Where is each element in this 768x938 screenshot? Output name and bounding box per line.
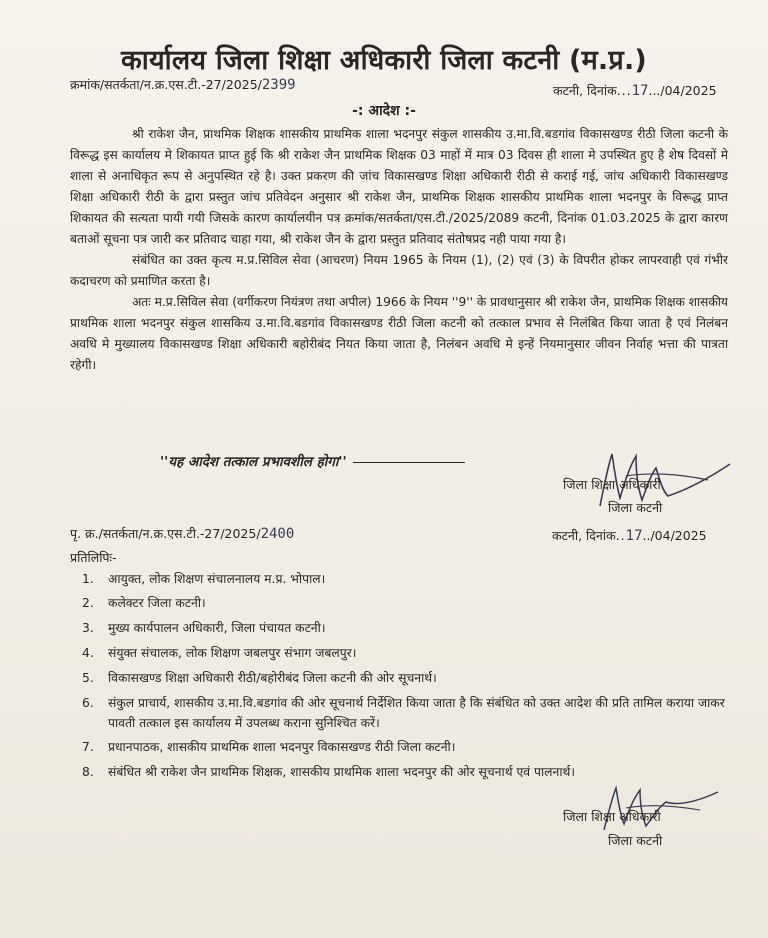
list-item [82,693,732,733]
list-item-text: संयुक्त संचालक, लोक शिक्षण जबलपुर संभाग जबलपुर। [108,646,357,660]
list-item [82,569,732,590]
list-item-text: संबंधित श्री राकेश जैन प्राथमिक शिक्षक, शासकीय प्राथमिक शाला भदनपुर की ओर सूचनार्थ एवं पालनार्थ। [108,765,576,779]
list-item [82,737,732,758]
date-suffix: /04/2025 [660,83,717,98]
endorsement-reference [70,525,294,542]
list-item-text: आयुक्त, लोक शिक्षण संचालनालय म.प्र. भोपाल। [108,572,326,586]
reference-handwritten-number: 2399 [261,77,296,93]
list-item-number: 8. [82,765,94,779]
list-item-number: 7. [82,740,94,754]
signature-1-district: जिला कटनी [608,500,663,515]
list-item [82,618,732,639]
reference-prefix: क्रमांक/सतर्कता/न.क्र.एस.टी.-27/2025/ [70,77,262,92]
list-item-text: प्रधानपाठक, शासकीय प्राथमिक शाला भदनपुर विकासखण्ड रीठी जिला कटनी। [108,740,456,754]
order-paragraph-3: अतः म.प्र.सिविल सेवा (वर्गीकरण नियंत्रण तथा अपील) 1966 के नियम ''9'' के प्रावधानुसार श्री राकेश जैन, प्राथमिक शिक्षक शासकीय प्राथमिक शाला भदनपुर संकुल शासकिय उ.मा.वि.बडगांव विकासखण्ड रीठी जिला कटनी को तत्काल प्रभाव से निलंबित किया जाता है एवं निलंबन अवधि मे मुख्यालय विकासखण्ड शिक्षा अधिकारी बहोरीबंद नियत किया जाता है, निलंबन अवधि मे इन्हें नियमानुसार जीवन निर्वाह भत्ता की पात्रता रहेगी। [70,295,728,372]
effective-text: ''यह आदेश तत्काल प्रभावशील होगा'' [160,454,347,470]
order-date: कटनी, दिनांक...17.../04/2025 [553,83,717,99]
list-item-number: 5. [82,671,94,685]
effective-immediately-line [160,452,465,470]
list-item-number: 4. [82,646,94,660]
endorsement-ref-prefix: पृ. क्र./सतर्कता/न.क्र.एस.टी.-27/2025/ [70,526,261,541]
list-item [82,643,732,664]
signature-2-designation: जिला शिक्षा अधिकारी [563,809,661,824]
copy-to-label: प्रतिलिपिः- [70,550,117,565]
list-item-number: 3. [82,621,94,635]
list-item [82,593,732,614]
order-heading: -: आदेश :- [352,103,416,119]
signature-1-designation: जिला शिक्षा अधिकारी [563,477,661,492]
copy-recipient-list [82,567,732,783]
list-item-text: विकासखण्ड शिक्षा अधिकारी रीठी/बहोरीबंद जिला कटनी की ओर सूचनार्थ। [108,671,437,685]
list-item-number: 1. [82,572,94,586]
list-item-number: 2. [82,596,94,610]
reference-number [70,76,296,93]
endorsement-date: कटनी, दिनांक..17../04/2025 [552,528,707,544]
list-item-text: मुख्य कार्यपालन अधिकारी, जिला पंचायत कटनी। [108,621,326,635]
underline-decoration [353,462,465,463]
list-item-number: 6. [82,696,94,710]
endorsement-date-suffix: /04/2025 [650,528,707,543]
date-handwritten-day: 17 [631,83,649,99]
endorsement-date-prefix: कटनी, दिनांक [552,528,616,543]
signature-2-district: जिला कटनी [608,833,663,848]
list-item [82,668,732,689]
office-title: कार्यालय जिला शिक्षा अधिकारी जिला कटनी (म.प्र.) [121,45,647,76]
list-item [82,762,732,783]
endorsement-handwritten-day: 17 [625,528,643,544]
list-item-text: संकुल प्राचार्य, शासकीय उ.मा.वि.बडगांव की ओर सूचनार्थ निर्देशित किया जाता है कि संबंधित को उक्त आदेश की प्रति तामिल कराया जाकर पावती तत्काल इस कार्यालय में उपलब्ध कराना सुनिश्चित करें। [108,696,725,730]
list-item-text: कलेक्टर जिला कटनी। [108,596,206,610]
order-body [70,124,728,376]
order-paragraph-2: संबंधित का उक्त कृत्य म.प्र.सिविल सेवा (आचरण) नियम 1965 के नियम (1), (2) एवं (3) के विपरीत होकर लापरवाही एवं गंभीर कदाचरण को प्रमाणित करता है। [70,253,728,288]
date-prefix: कटनी, दिनांक [553,83,617,98]
order-paragraph-1: श्री राकेश जैन, प्राथमिक शिक्षक शासकीय प्राथमिक शाला भदनपुर संकुल शासकीय उ.मा.वि.बडगांव विकासखण्ड रीठी जिला कटनी के विरूद्ध इस कार्यालय मे शिकायत प्राप्त हुई कि श्री राकेश जैन प्राथमिक शिक्षक 03 माहों में मात्र 03 दिवस ही शाला मे उपस्थित हुए है शेष दिवसों मे शाला से अनाधिकृत रूप से अनुपस्थित रहे है। उक्त प्रकरण की जांच विकासखण्ड शिक्षा अधिकारी रीठी से कराई गई, जांच अधिकारी विकासखण्ड शिक्षा अधिकारी रीठी के द्वारा प्रस्तुत जांच प्रतिवेदन अनुसार श्री राकेश जैन, प्राथमिक शिक्षक शासकीय प्राथमिक शाला भदनपुर के विरूद्ध प्राप्त शिकायत की सत्यता पायी गयी जिसके कारण कार्यालयीन पत्र क्रमांक/सतर्कता/एस.टी./2025/2089 कटनी, दिनांक 01.03.2025 के द्वारा कारण बताओं सूचना पत्र जारी कर प्रतिवाद चाहा गया, श्री राकेश जैन के द्वारा प्रस्तुत प्रतिवाद संतोषप्रद नही पाया गया है। [70,127,728,246]
endorsement-handwritten-number: 2400 [260,526,295,542]
